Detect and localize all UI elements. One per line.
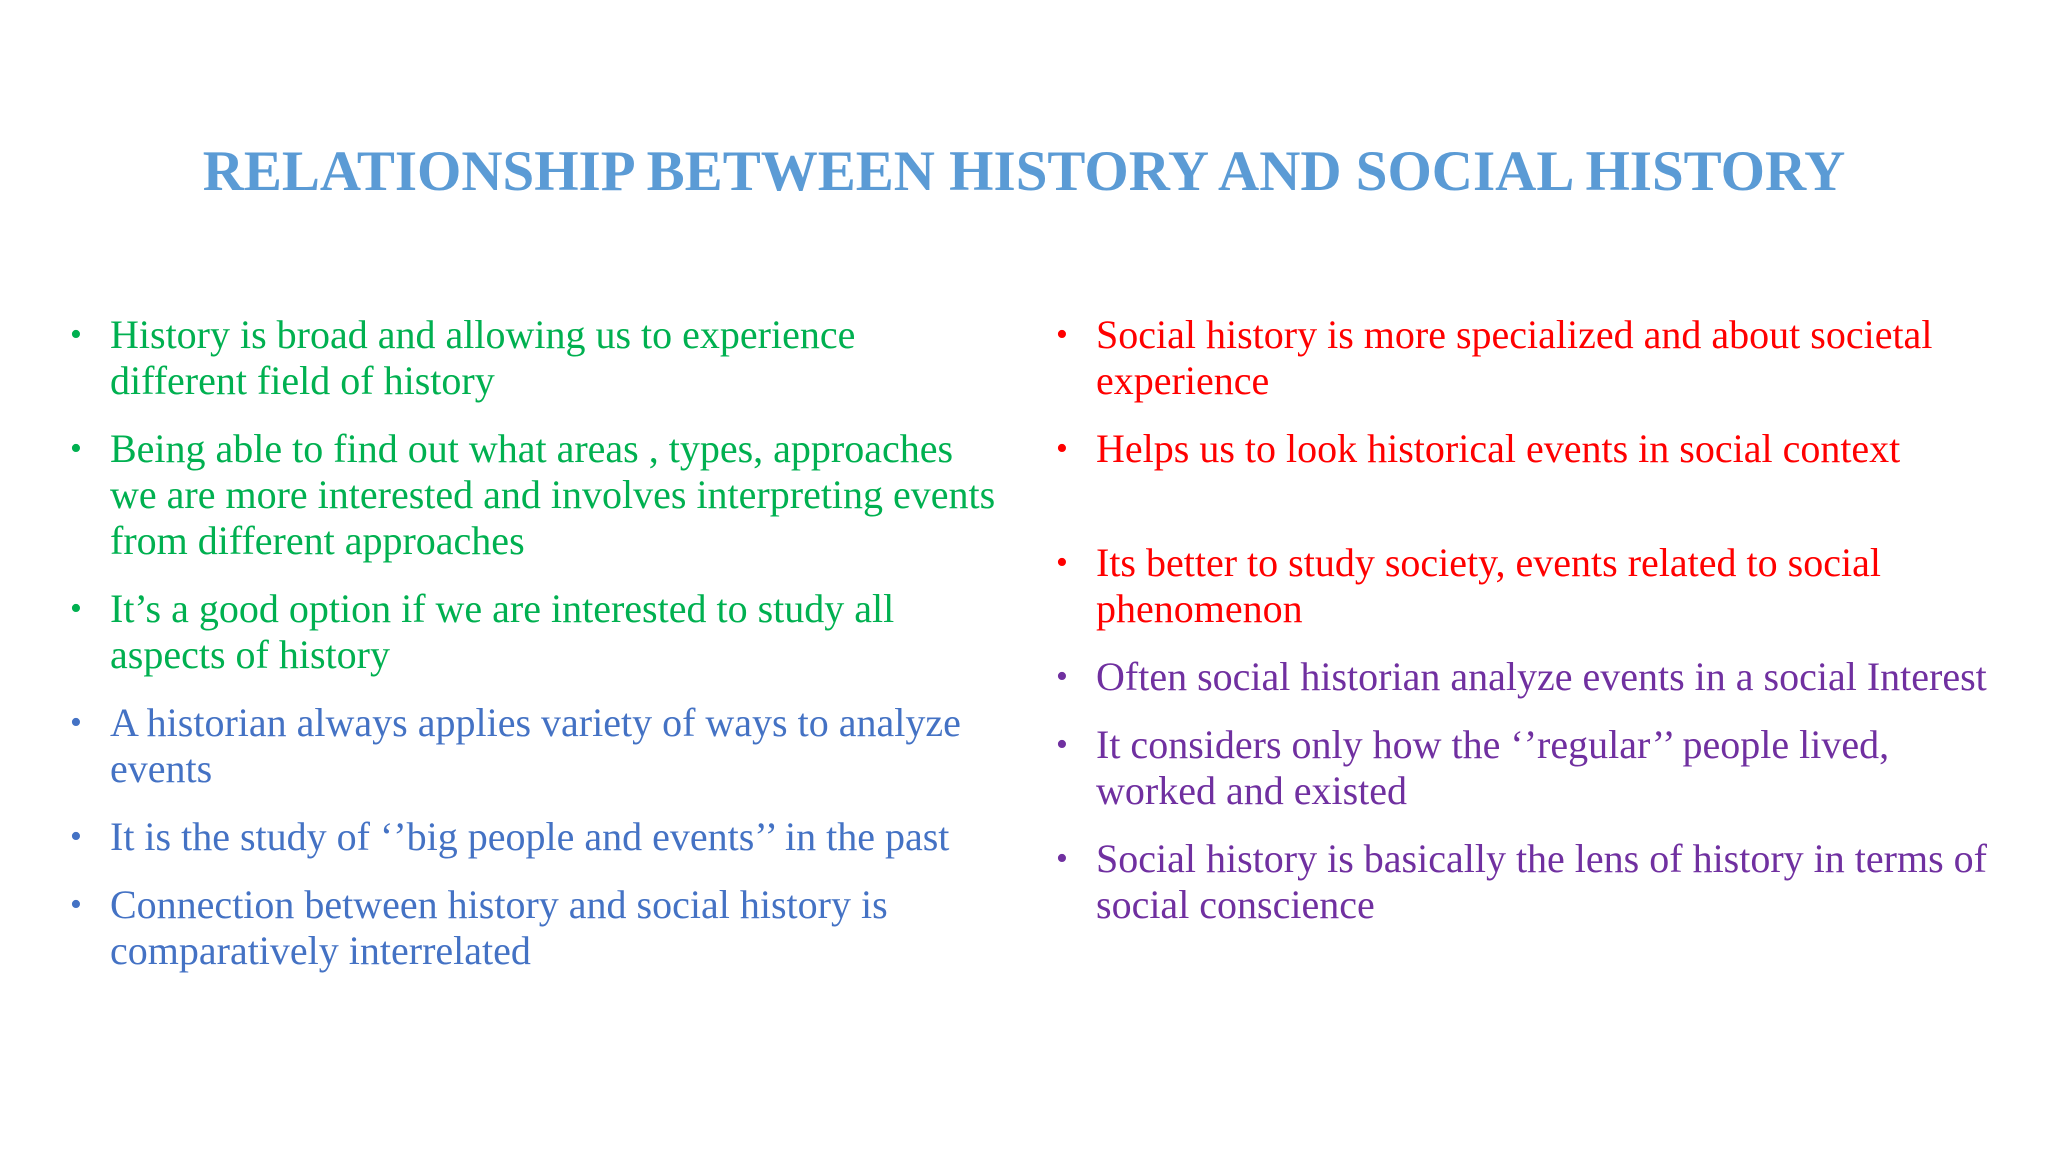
bullet-icon: • <box>1056 544 1068 581</box>
bullet-item <box>1056 312 2016 404</box>
bullet-item <box>1056 540 2016 632</box>
bullet-text: It considers only how the ‘’regular’’ people lived, worked and existed <box>1096 722 1890 813</box>
bullet-item <box>1056 722 2016 814</box>
bullet-text: Helps us to look historical events in social context <box>1096 426 1901 471</box>
bullet-text: Connection between history and social history is comparatively interrelated <box>110 882 888 973</box>
bullet-item <box>70 882 1000 974</box>
bullet-item <box>1056 426 2016 472</box>
bullet-text: Being able to find out what areas , types, approaches we are more interested and involves interpreting events from different approaches <box>110 426 996 563</box>
bullet-icon: • <box>70 316 82 353</box>
bullet-item <box>1056 654 2016 700</box>
bullet-text: It is the study of ‘’big people and events’’ in the past <box>110 814 950 859</box>
bullet-text: A historian always applies variety of ways to analyze events <box>110 700 961 791</box>
left-bullet-list <box>70 312 1000 996</box>
bullet-text: It’s a good option if we are interested to study all aspects of history <box>110 586 895 677</box>
slide-title: RELATIONSHIP BETWEEN HISTORY AND SOCIAL HISTORY <box>202 140 1846 203</box>
bullet-icon: • <box>70 590 82 627</box>
bullet-text: Social history is more specialized and about societal experience <box>1096 312 1933 403</box>
bullet-icon: • <box>70 430 82 467</box>
bullet-icon: • <box>1056 840 1068 877</box>
bullet-text: History is broad and allowing us to experience different field of history <box>110 312 856 403</box>
bullet-item <box>70 586 1000 678</box>
bullet-text: Social history is basically the lens of history in terms of social conscience <box>1096 836 1987 927</box>
bullet-icon: • <box>70 886 82 923</box>
bullet-item <box>70 426 1000 564</box>
bullet-item <box>70 312 1000 404</box>
bullet-item <box>70 700 1000 792</box>
bullet-item <box>1056 836 2016 928</box>
bullet-text: Its better to study society, events related to social phenomenon <box>1096 540 1881 631</box>
right-bullet-list <box>1056 312 2016 950</box>
bullet-icon: • <box>1056 430 1068 467</box>
bullet-icon: • <box>1056 658 1068 695</box>
bullet-icon: • <box>70 818 82 855</box>
bullet-icon: • <box>1056 726 1068 763</box>
bullet-item <box>70 814 1000 860</box>
bullet-text: Often social historian analyze events in a social Interest <box>1096 654 1987 699</box>
bullet-icon: • <box>70 704 82 741</box>
bullet-icon: • <box>1056 316 1068 353</box>
